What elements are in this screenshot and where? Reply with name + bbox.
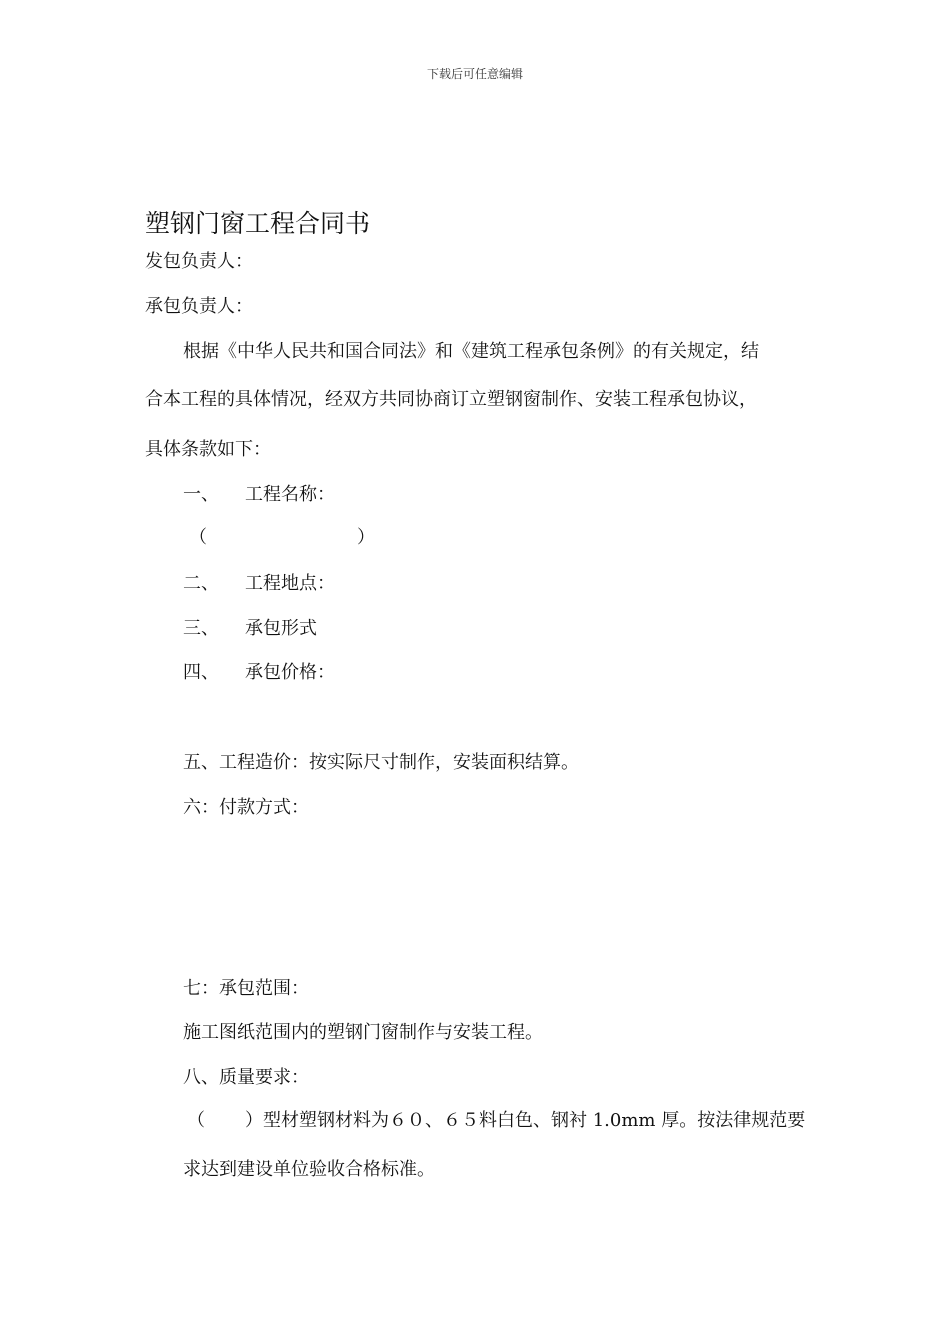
party-b-label: 承包负责人： xyxy=(145,296,253,317)
clause-7: 七：承包范围： xyxy=(183,978,309,999)
intro-line-2: 合本工程的具体情况，经双方共同协商订立塑钢窗制作、安装工程承包协议， xyxy=(145,389,757,410)
intro-line-1: 根据《中华人民共和国合同法》和《建筑工程承包条例》的有关规定，结 xyxy=(183,341,759,362)
clause-number: 二、 xyxy=(183,573,219,594)
clause-number: 四、 xyxy=(183,662,219,683)
clause-2 xyxy=(183,572,335,596)
paren-open: （ xyxy=(187,1110,205,1131)
project-name-blank xyxy=(189,526,375,550)
clause-number: 一、 xyxy=(183,484,219,505)
paren-close: ） xyxy=(357,527,375,548)
clause-number: 三、 xyxy=(183,618,219,639)
paren-open: （ xyxy=(189,527,207,548)
clause-8: 八、质量要求： xyxy=(183,1067,309,1088)
clause-label: 工程名称： xyxy=(245,484,335,505)
document-title: 塑钢门窗工程合同书 xyxy=(145,209,371,238)
clause-5: 五、工程造价：按实际尺寸制作，安装面积结算。 xyxy=(183,752,579,773)
clause-label: 承包价格： xyxy=(245,662,335,683)
clause-3 xyxy=(183,617,317,641)
clause-4 xyxy=(183,661,335,685)
quality-line-2: 求达到建设单位验收合格标准。 xyxy=(183,1159,435,1180)
clause-6: 六：付款方式： xyxy=(183,797,309,818)
quality-text: ）型材塑钢材料为６０、６５料白色、钢衬 1.0mm 厚。按法律规范要 xyxy=(245,1110,806,1131)
clause-label: 工程地点： xyxy=(245,573,335,594)
clause-1 xyxy=(183,483,335,507)
clause-label: 承包形式 xyxy=(245,618,317,639)
intro-line-3: 具体条款如下： xyxy=(145,439,271,460)
scope-text: 施工图纸范围内的塑钢门窗制作与安装工程。 xyxy=(183,1022,543,1043)
page-header: 下载后可任意编辑 xyxy=(426,67,523,81)
party-a-label: 发包负责人： xyxy=(145,251,253,272)
quality-line-1 xyxy=(187,1109,805,1133)
